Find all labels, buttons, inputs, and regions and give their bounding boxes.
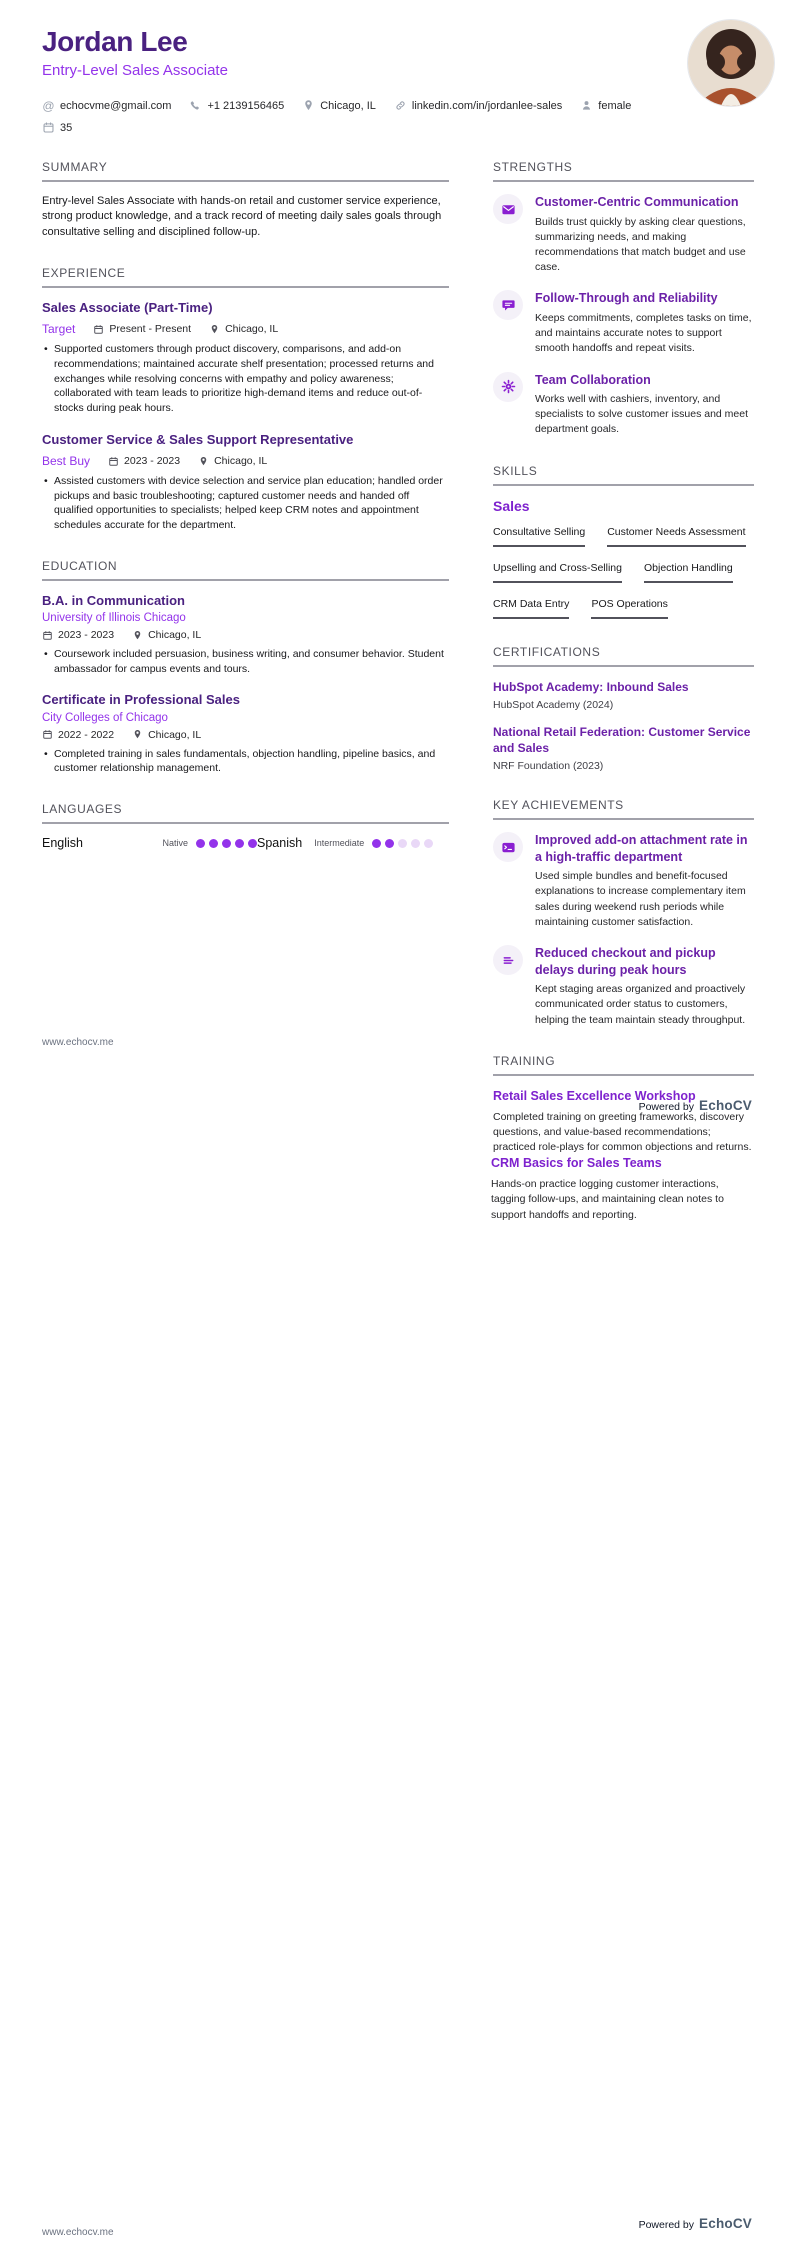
location-icon bbox=[209, 324, 220, 335]
strength-item bbox=[493, 372, 754, 438]
at-icon: @ bbox=[42, 98, 55, 113]
education-dates bbox=[42, 629, 114, 641]
language-level-label: Intermediate bbox=[314, 838, 365, 849]
chat-bubble-icon bbox=[493, 290, 523, 320]
phone-icon bbox=[189, 99, 202, 112]
section-achievements bbox=[493, 798, 754, 1028]
education-location-label: Chicago, IL bbox=[148, 728, 202, 741]
skill-tag: Objection Handling bbox=[644, 562, 733, 583]
language-name: English bbox=[42, 836, 83, 851]
section-education bbox=[42, 559, 449, 776]
skills-list bbox=[493, 526, 754, 619]
calendar-icon bbox=[93, 324, 104, 335]
strength-item bbox=[493, 290, 754, 356]
level-dot-filled bbox=[235, 839, 244, 848]
location-icon bbox=[302, 99, 315, 112]
education-dates-label: 2022 - 2022 bbox=[58, 728, 115, 741]
contact-linkedin-label: linkedin.com/in/jordanlee-sales bbox=[411, 99, 563, 112]
language-level-dots bbox=[372, 839, 433, 848]
training-text: Completed training on greeting frameworks, discovery questions, and value-based recommendations; practiced role-plays for common objections and returns. bbox=[493, 1111, 752, 1154]
skill-tag: CRM Data Entry bbox=[493, 598, 569, 619]
summary-text: Entry-level Sales Associate with hands-on retail and customer service experience, strong product knowledge, and a track record of meeting daily sales goals through consultative selling and disciplined follow-up. bbox=[42, 195, 442, 238]
calendar-icon bbox=[108, 456, 119, 467]
language-level-label: Native bbox=[162, 838, 188, 849]
achievement-text: Kept staging areas organized and proactively communicated order status to customers, helping the team maintain steady throughput. bbox=[535, 983, 746, 1026]
training-title: CRM Basics for Sales Teams bbox=[491, 1156, 662, 1170]
experience-heading: EXPERIENCE bbox=[42, 266, 449, 288]
strength-text: Works well with cashiers, inventory, and specialists to solve customer issues and meet department goals. bbox=[535, 393, 749, 436]
training-text: Hands-on practice logging customer interactions, tagging follow-ups, and maintaining clean notes to support handoffs and reporting. bbox=[491, 1178, 724, 1221]
strength-body bbox=[535, 194, 754, 275]
section-experience bbox=[42, 266, 449, 533]
level-dot-filled bbox=[248, 839, 257, 848]
level-dot-empty bbox=[424, 839, 433, 848]
section-summary bbox=[42, 160, 449, 240]
skill-tag: Customer Needs Assessment bbox=[607, 526, 745, 547]
experience-item bbox=[42, 300, 449, 416]
level-dot-filled bbox=[385, 839, 394, 848]
calendar-icon bbox=[42, 630, 53, 641]
skill-tag: POS Operations bbox=[591, 598, 667, 619]
contact-row-2 bbox=[42, 121, 752, 134]
job-bullet: • Assisted customers with device selection and service plan education; handled order pickups and basic troubleshooting; captured customer needs and handed off qualified opportunities to specialists; helped keep CRM notes and appointment schedules accurate for the department. bbox=[42, 474, 449, 533]
powered-by-label: Powered by bbox=[638, 2219, 695, 2231]
language-item bbox=[42, 836, 257, 850]
achievement-body bbox=[535, 945, 754, 1028]
contact-email-label: echocvme@gmail.com bbox=[60, 99, 172, 112]
certifications-heading: CERTIFICATIONS bbox=[493, 645, 754, 667]
footer-site-link-page2[interactable] bbox=[42, 2222, 114, 2240]
strength-item bbox=[493, 194, 754, 275]
degree-title: Certificate in Professional Sales bbox=[42, 692, 240, 708]
level-dot-filled bbox=[222, 839, 231, 848]
achievement-item bbox=[493, 832, 754, 930]
certification-item bbox=[493, 679, 754, 711]
echocv-brand[interactable]: EchoCV bbox=[699, 2216, 752, 2231]
certification-item bbox=[493, 724, 754, 772]
section-skills bbox=[493, 464, 754, 619]
profile-photo bbox=[688, 20, 774, 106]
certification-issuer: HubSpot Academy (2024) bbox=[493, 698, 614, 711]
skills-heading: SKILLS bbox=[493, 464, 754, 486]
list-icon bbox=[493, 945, 523, 975]
level-dot-filled bbox=[209, 839, 218, 848]
education-location bbox=[132, 729, 201, 741]
company-name: Best Buy bbox=[42, 454, 91, 469]
contact-row-1 bbox=[42, 99, 752, 112]
school-name: University of Illinois Chicago bbox=[42, 612, 186, 625]
footer-site-link-page1[interactable] bbox=[42, 1032, 114, 1050]
training-item bbox=[491, 1155, 752, 1223]
education-heading: EDUCATION bbox=[42, 559, 449, 581]
level-dot-filled bbox=[372, 839, 381, 848]
language-name: Spanish bbox=[257, 836, 303, 851]
envelope-icon bbox=[493, 194, 523, 224]
education-location-label: Chicago, IL bbox=[148, 629, 202, 642]
strength-body bbox=[535, 372, 754, 438]
education-meta bbox=[42, 629, 449, 641]
footer-powered-page1 bbox=[639, 1098, 752, 1113]
left-column bbox=[42, 160, 449, 876]
strength-text: Keeps commitments, completes tasks on time, and maintains accurate notes to support smooth handoffs and repeat visits. bbox=[535, 311, 752, 355]
achievement-title: Improved add-on attachment rate in a high-traffic department bbox=[535, 833, 748, 864]
language-item bbox=[257, 836, 433, 850]
training-heading: TRAINING bbox=[493, 1054, 754, 1076]
gear-icon bbox=[493, 372, 523, 402]
certification-title: National Retail Federation: Customer Service and Sales bbox=[493, 724, 751, 756]
experience-item bbox=[42, 432, 449, 533]
powered-by-label: Powered by bbox=[638, 1101, 695, 1113]
contact-location-label: Chicago, IL bbox=[320, 99, 376, 112]
contact-gender bbox=[580, 99, 631, 112]
level-dot-empty bbox=[398, 839, 407, 848]
job-bullet: • Supported customers through product discovery, comparisons, and add-on recommendations; maintained accurate shelf presentation; processed returns and exchanges while resolving concerns with empathy and policy awareness; collaborated with team leads to prioritize high-demand items and reduce out-of-stocks during peak hours. bbox=[42, 342, 449, 415]
company-name: Target bbox=[42, 322, 76, 337]
job-location bbox=[198, 455, 267, 467]
summary-heading: SUMMARY bbox=[42, 160, 449, 182]
job-dates bbox=[108, 455, 180, 467]
contact-info bbox=[42, 99, 752, 134]
job-dates-label: 2023 - 2023 bbox=[124, 455, 181, 468]
contact-location bbox=[302, 99, 376, 112]
page-title: Jordan Lee bbox=[42, 26, 188, 57]
level-dot-filled bbox=[196, 839, 205, 848]
contact-linkedin[interactable] bbox=[394, 99, 562, 112]
contact-age-label: 35 bbox=[60, 121, 73, 134]
resume-body bbox=[0, 160, 794, 1182]
education-item bbox=[42, 692, 449, 776]
section-certifications bbox=[493, 645, 754, 773]
calendar-icon bbox=[42, 729, 53, 740]
education-location bbox=[132, 629, 201, 641]
footer-powered-page2 bbox=[639, 2216, 752, 2231]
degree-title: B.A. in Communication bbox=[42, 592, 185, 608]
job-location-label: Chicago, IL bbox=[214, 455, 268, 468]
strength-body bbox=[535, 290, 754, 356]
skill-tag: Consultative Selling bbox=[493, 526, 585, 547]
strength-title: Team Collaboration bbox=[535, 372, 651, 387]
education-dates-label: 2023 - 2023 bbox=[58, 629, 115, 642]
strength-text: Builds trust quickly by asking clear questions, summarizing needs, and making recommendations that match budget and use case. bbox=[535, 215, 746, 274]
level-dot-empty bbox=[411, 839, 420, 848]
section-languages bbox=[42, 802, 449, 850]
calendar-icon bbox=[42, 121, 55, 134]
languages-heading: LANGUAGES bbox=[42, 802, 449, 824]
section-strengths bbox=[493, 160, 754, 438]
right-column bbox=[493, 160, 754, 1182]
location-icon bbox=[132, 729, 143, 740]
certification-issuer: NRF Foundation (2023) bbox=[493, 760, 604, 773]
training-title: Retail Sales Excellence Workshop bbox=[493, 1088, 696, 1103]
person-icon bbox=[580, 99, 593, 112]
education-dates bbox=[42, 729, 114, 741]
languages-row bbox=[42, 836, 449, 850]
job-title: Customer Service & Sales Support Representative bbox=[42, 431, 354, 447]
contact-phone bbox=[189, 99, 284, 112]
location-icon bbox=[132, 630, 143, 641]
avatar bbox=[688, 20, 774, 106]
job-location bbox=[209, 323, 278, 335]
job-meta bbox=[42, 454, 449, 468]
site-url[interactable]: www.echocv.me bbox=[42, 2227, 114, 2238]
contact-age bbox=[42, 121, 72, 134]
contact-email[interactable] bbox=[42, 99, 171, 112]
strength-title: Customer-Centric Communication bbox=[535, 195, 739, 209]
certification-title: HubSpot Academy: Inbound Sales bbox=[493, 679, 689, 694]
achievement-title: Reduced checkout and pickup delays during peak hours bbox=[535, 946, 716, 977]
echocv-brand[interactable]: EchoCV bbox=[699, 1098, 752, 1113]
terminal-icon bbox=[493, 832, 523, 862]
education-bullet: • Completed training in sales fundamentals, objection handling, pipeline basics, and customer relationship management. bbox=[42, 747, 449, 776]
job-meta bbox=[42, 322, 449, 336]
job-dates-label: Present - Present bbox=[109, 323, 192, 336]
achievement-item bbox=[493, 945, 754, 1028]
job-location-label: Chicago, IL bbox=[225, 323, 279, 336]
education-meta bbox=[42, 729, 449, 741]
job-dates bbox=[93, 323, 191, 335]
link-icon bbox=[394, 99, 407, 112]
location-icon bbox=[198, 456, 209, 467]
job-title: Sales Associate (Part-Time) bbox=[42, 300, 213, 316]
skill-group-title: Sales bbox=[493, 497, 530, 514]
language-level-dots bbox=[196, 839, 257, 848]
education-item bbox=[42, 593, 449, 677]
resume-header bbox=[0, 0, 794, 134]
contact-phone-label: +1 2139156465 bbox=[207, 99, 285, 112]
skill-tag: Upselling and Cross-Selling bbox=[493, 562, 622, 583]
achievement-body bbox=[535, 832, 754, 930]
school-name: City Colleges of Chicago bbox=[42, 711, 168, 724]
strengths-heading: STRENGTHS bbox=[493, 160, 754, 182]
achievements-heading: KEY ACHIEVEMENTS bbox=[493, 798, 754, 820]
contact-gender-label: female bbox=[598, 99, 632, 112]
achievement-text: Used simple bundles and benefit-focused explanations to increase complementary item sales during weekend rush periods while maintaining customer satisfaction. bbox=[535, 870, 746, 928]
site-url[interactable]: www.echocv.me bbox=[42, 1037, 114, 1048]
job-headline: Entry-Level Sales Associate bbox=[42, 62, 228, 79]
education-bullet: • Coursework included persuasion, business writing, and consumer behavior. Student ambassador for campus events and tours. bbox=[42, 647, 449, 676]
strength-title: Follow-Through and Reliability bbox=[535, 291, 718, 306]
